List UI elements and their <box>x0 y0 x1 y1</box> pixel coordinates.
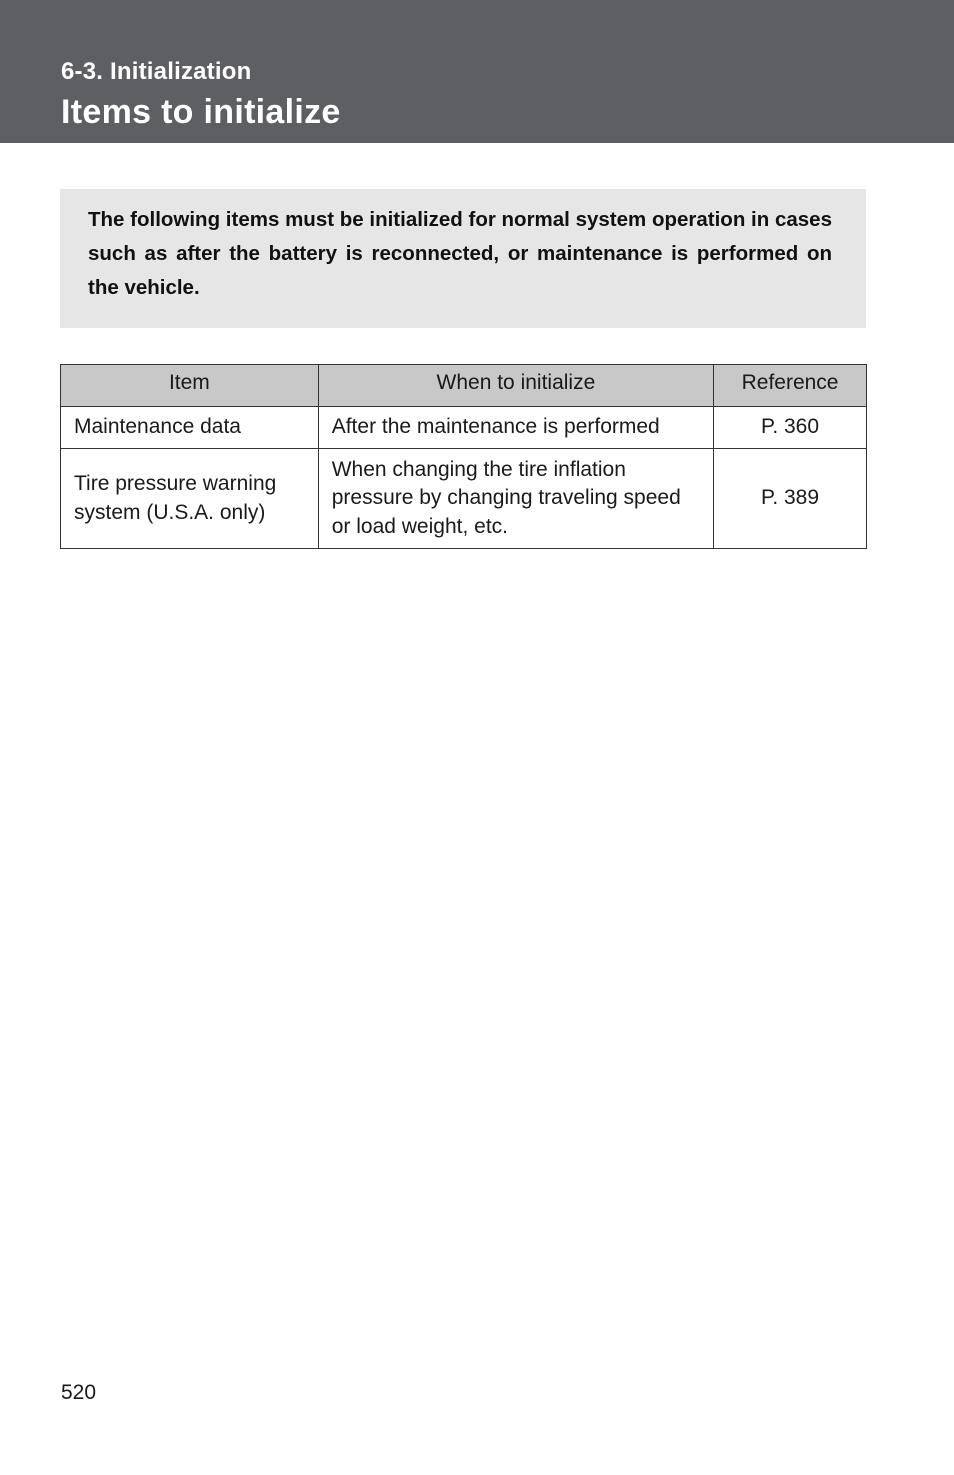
table-row <box>61 449 867 549</box>
table-row <box>61 407 867 449</box>
cell-item: Tire pressure warning system (U.S.A. only) <box>61 449 319 549</box>
intro-text: The following items must be initialized for normal system operation in cases such as after the battery is reconnected, or maintenance is performed on the vehicle. <box>88 208 832 299</box>
cell-when: When changing the tire inflation pressure by changing traveling speed or load weight, etc. <box>318 449 713 549</box>
cell-reference: P. 360 <box>714 407 867 449</box>
column-header-item: Item <box>61 365 319 407</box>
page-number: 520 <box>61 1381 97 1404</box>
initialization-table <box>60 364 867 549</box>
header-band <box>0 0 954 143</box>
cell-when: After the maintenance is performed <box>318 407 713 449</box>
intro-box <box>60 189 866 328</box>
cell-reference: P. 389 <box>714 449 867 549</box>
table-header-row <box>61 365 867 407</box>
page-title: Items to initialize <box>61 93 341 131</box>
cell-item: Maintenance data <box>61 407 319 449</box>
column-header-when: When to initialize <box>318 365 713 407</box>
column-header-reference: Reference <box>714 365 867 407</box>
section-label: 6-3. Initialization <box>61 58 252 85</box>
